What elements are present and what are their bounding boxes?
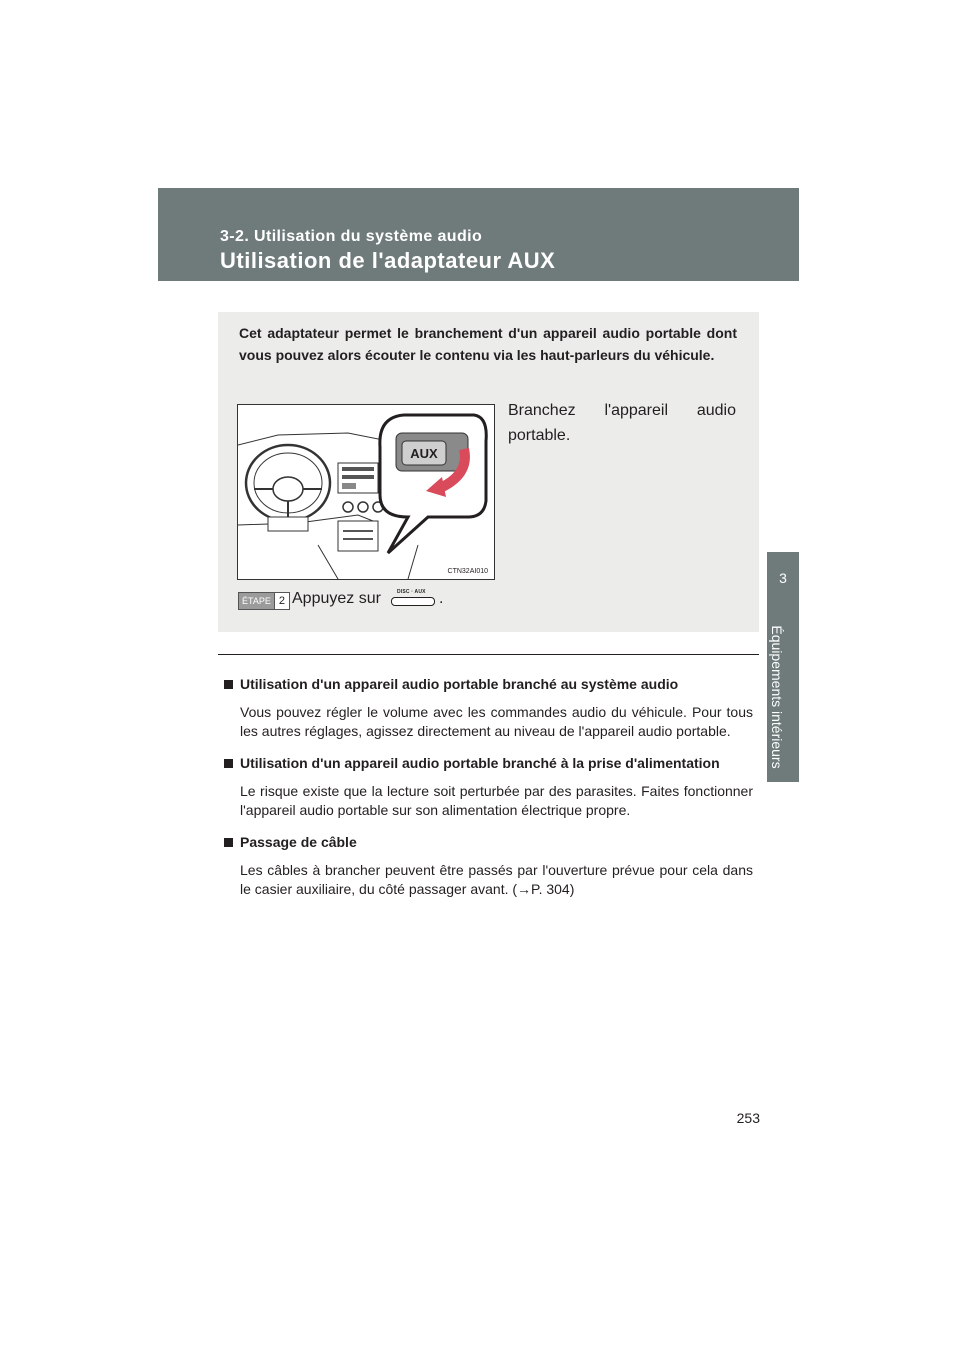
square-bullet-icon xyxy=(224,680,233,689)
step-2-text: Appuyez sur xyxy=(292,590,381,607)
note-heading xyxy=(222,753,753,774)
note-heading-text: Utilisation d'un appareil audio portable branché au système audio xyxy=(240,676,679,692)
square-bullet-icon xyxy=(224,759,233,768)
section-divider xyxy=(218,654,759,655)
note-heading-text: Utilisation d'un appareil audio portable branché à la prise d'alimentation xyxy=(240,755,720,771)
disc-aux-button-icon xyxy=(391,589,435,609)
square-bullet-icon xyxy=(224,838,233,847)
intro-text: Cet adaptateur permet le branchement d'un appareil audio portable dont vous pouvez alors écouter le contenu via les haut-parleurs du véhicule. xyxy=(239,325,737,363)
disc-aux-button-label: DISC · AUX xyxy=(396,589,426,595)
note-item xyxy=(222,674,753,741)
chapter-label: Équipements intérieurs xyxy=(769,625,785,769)
note-heading-text: Passage de câble xyxy=(240,834,357,850)
dashboard-drawing xyxy=(238,405,494,579)
step-badge-number: 2 xyxy=(274,593,289,609)
chapter-tab xyxy=(767,552,799,612)
illustration-code: CTN32AI010 xyxy=(447,568,488,575)
dashboard-illustration xyxy=(237,404,495,580)
note-heading xyxy=(222,674,753,695)
note-item xyxy=(222,753,753,820)
header-band xyxy=(158,188,799,281)
intro-box xyxy=(218,312,759,632)
step-2-badge xyxy=(238,592,290,610)
chapter-number: 3 xyxy=(779,570,787,586)
step-badge-label: ÉTAPE xyxy=(239,593,274,609)
note-body: Les câbles à brancher peuvent être passés par l'ouverture prévue pour cela dans le casier auxiliaire, du côté passager avant. (→P. 304) xyxy=(240,862,753,897)
disc-aux-button-shape xyxy=(391,597,435,606)
aux-callout-label: AUX xyxy=(410,446,438,461)
note-body: Le risque existe que la lecture soit perturbée par des parasites. Faites fonctionner l'appareil audio portable sur son alimentation électrique propre. xyxy=(240,783,753,818)
notes-section xyxy=(222,674,753,911)
step-2-text-row xyxy=(292,589,443,609)
note-heading xyxy=(222,832,753,853)
note-item xyxy=(222,832,753,899)
note-body: Vous pouvez régler le volume avec les commandes audio du véhicule. Pour tous les autres réglages, agissez directement au niveau de l'appareil audio portable. xyxy=(240,704,753,739)
page-number: 253 xyxy=(736,1110,760,1126)
section-label: 3-2. Utilisation du système audio xyxy=(220,228,483,245)
step-2-suffix: . xyxy=(438,590,444,607)
step-1-text: Branchez l'appareil audio portable. xyxy=(508,402,736,444)
page-title: Utilisation de l'adaptateur AUX xyxy=(220,248,556,273)
